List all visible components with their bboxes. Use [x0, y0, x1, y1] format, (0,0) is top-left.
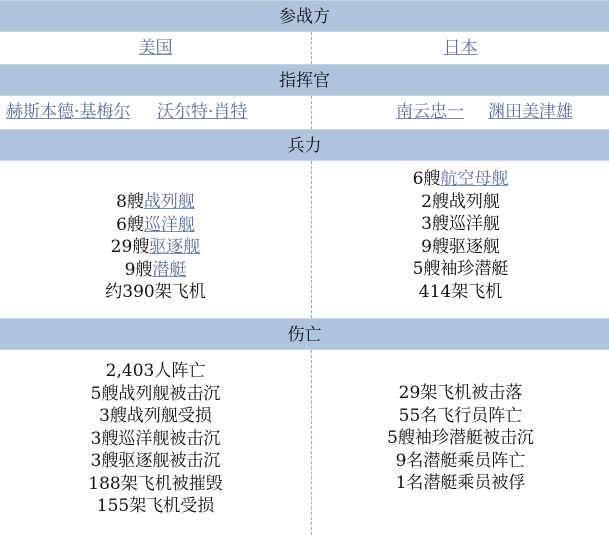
- strength-row: [0, 161, 609, 318]
- casualty-item: 3艘战列舰受损: [99, 406, 212, 426]
- strength-item: 9艘驱逐舰: [421, 236, 500, 257]
- destroyer-link[interactable]: 驱逐舰: [149, 237, 201, 257]
- commander-kimmel-link[interactable]: 赫斯本德·基梅尔: [6, 102, 131, 122]
- belligerent-right-cell: [311, 32, 609, 64]
- commander-nagumo-link[interactable]: 南云忠一: [396, 102, 464, 122]
- casualty-item: 1名潜艇乘员被俘: [395, 473, 526, 493]
- casualties-row: [0, 350, 609, 535]
- casualties-right-cell: [311, 350, 609, 535]
- strength-item: 6艘航空母舰: [412, 169, 509, 189]
- casualty-item: 55名飞行员阵亡: [398, 405, 523, 426]
- battleship-link[interactable]: 战列舰: [143, 192, 195, 212]
- section-header-strength: 兵力: [0, 129, 609, 161]
- casualty-item: 5艘袖珍潜艇被击沉: [387, 428, 534, 448]
- casualty-item: 9名潜艇乘员阵亡: [395, 450, 526, 471]
- commander-fuchida-link[interactable]: 渊田美津雄: [488, 102, 573, 122]
- strength-item: 约390架飞机: [105, 282, 206, 302]
- cruiser-link[interactable]: 巡洋舰: [143, 214, 195, 235]
- strength-left-cell: [0, 161, 311, 318]
- casualty-item: 29架飞机被击落: [398, 383, 523, 403]
- submarine-link[interactable]: 潜艇: [152, 259, 187, 280]
- strength-item: 3艘巡洋舰: [421, 214, 500, 234]
- strength-item: 414架飞机: [418, 281, 503, 302]
- commanders-row: [0, 96, 609, 129]
- belligerents-row: [0, 32, 609, 64]
- strength-item: 29艘驱逐舰: [110, 237, 201, 257]
- strength-item: 8艘战列舰: [116, 192, 195, 212]
- belligerent-usa-link[interactable]: 美国: [138, 38, 173, 58]
- commander-short-link[interactable]: 沃尔特·肖特: [157, 102, 248, 122]
- strength-item: 5艘袖珍潜艇: [412, 259, 509, 279]
- belligerent-japan-link[interactable]: 日本: [443, 38, 478, 58]
- section-header-commanders: 指挥官: [0, 64, 609, 96]
- strength-item: 2艘战列舰: [421, 191, 500, 212]
- commanders-right-cell: [311, 96, 609, 129]
- casualty-item: 2,403人阵亡: [105, 361, 206, 381]
- section-header-casualties: 伤亡: [0, 318, 609, 350]
- strength-item: 6艘巡洋舰: [116, 214, 195, 235]
- casualties-left-cell: [0, 350, 311, 535]
- strength-item: 9艘潜艇: [124, 259, 187, 280]
- casualty-item: 188架飞机被摧毁: [88, 473, 223, 494]
- casualty-item: 155架飞机受损: [96, 496, 215, 516]
- casualty-item: 3艘巡洋舰被击沉: [90, 428, 221, 449]
- aircraft-carrier-link[interactable]: 航空母舰: [440, 169, 509, 189]
- belligerent-left-cell: [0, 32, 311, 64]
- casualty-item: 3艘驱逐舰被击沉: [90, 451, 221, 471]
- strength-right-cell: [311, 161, 609, 318]
- commanders-left-cell: [0, 96, 311, 129]
- casualty-item: 5艘战列舰被击沉: [90, 383, 221, 404]
- section-header-belligerents: 参战方: [0, 0, 609, 32]
